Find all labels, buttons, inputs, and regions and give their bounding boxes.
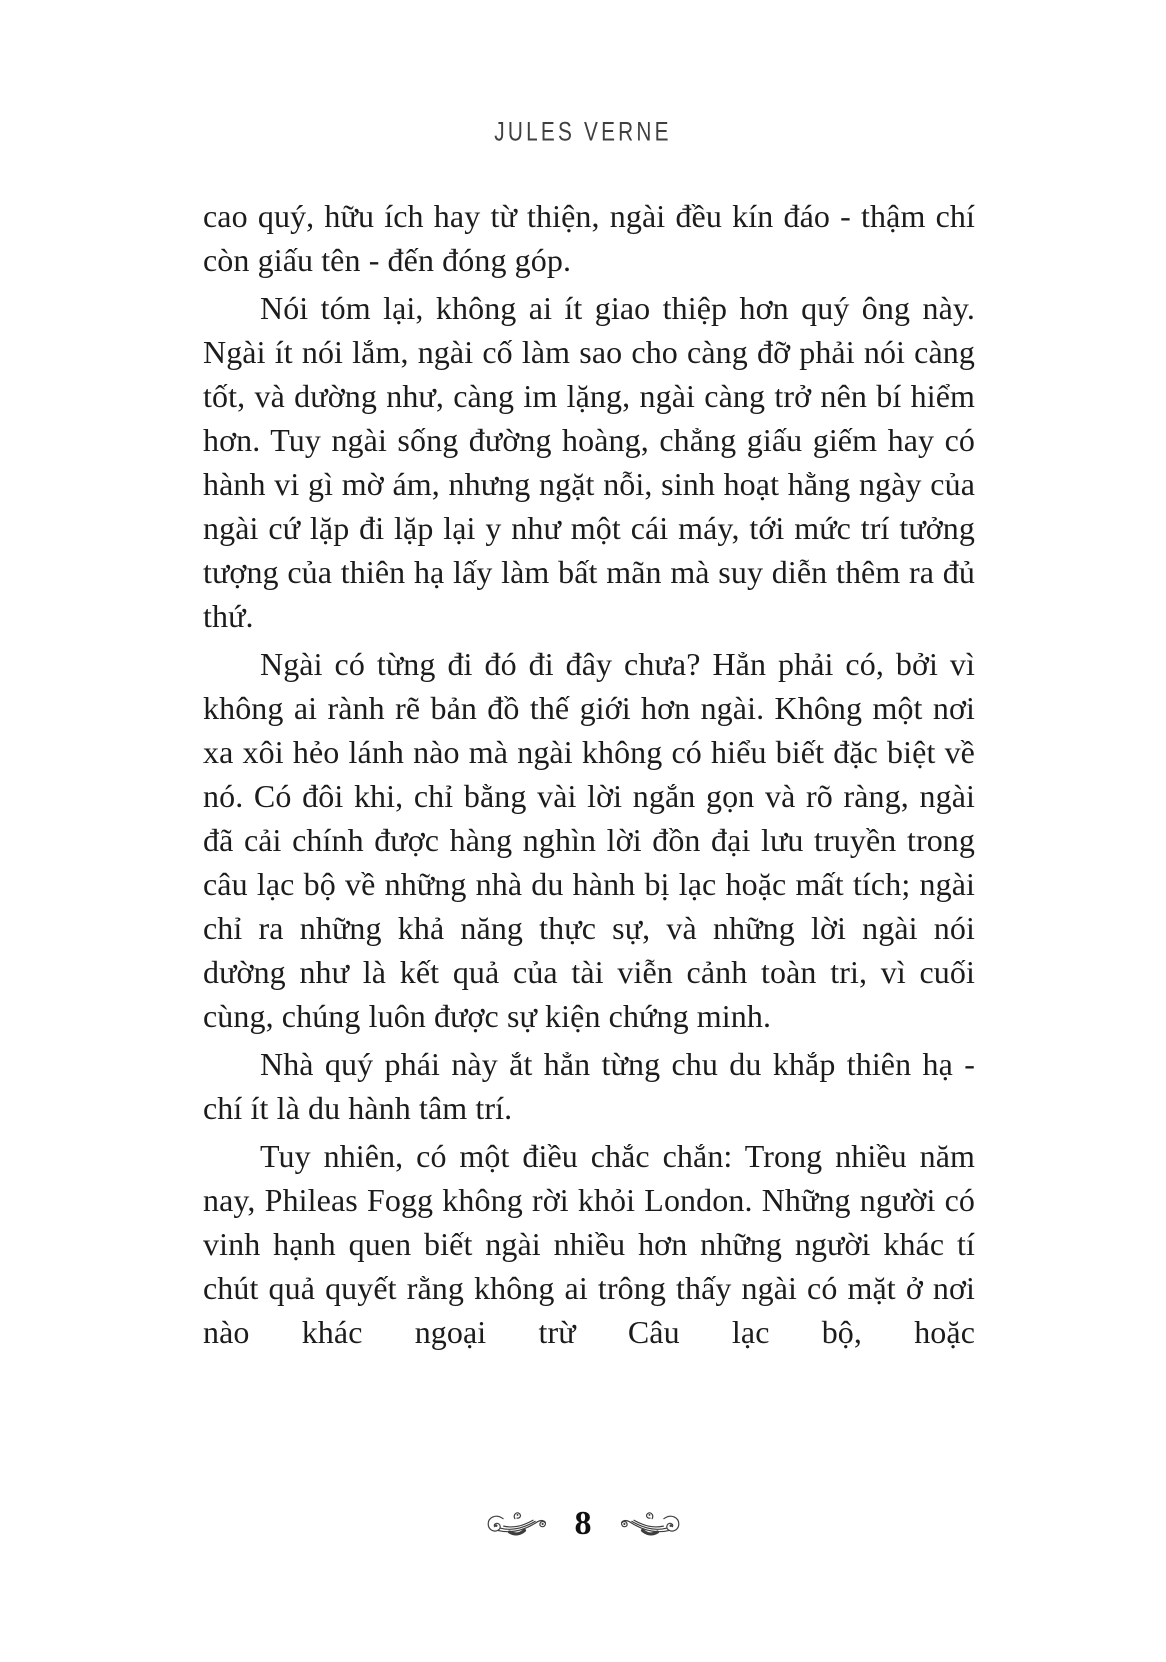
flourish-right-icon [618, 1510, 682, 1538]
paragraph: Nhà quý phái này ắt hẳn từng chu du khắp thiên hạ - chí ít là du hành tâm trí. [203, 1046, 975, 1126]
page-number: 8 [574, 1505, 592, 1542]
page-footer [0, 1506, 1166, 1542]
paragraph: Nói tóm lại, không ai ít giao thiệp hơn quý ông này. Ngài ít nói lắm, ngài cố làm sao cho càng đỡ phải nói càng tốt, và dường như, càng im lặng, ngài càng trở nên bí hiểm hơn. Tuy ngài sống đường hoàng, chẳng giấu giếm hay có hành vi gì mờ ám, nhưng ngặt nỗi, sinh hoạt hằng ngày của ngài cứ lặp đi lặp lại y như một cái máy, tới mức trí tưởng tượng của thiên hạ lấy làm bất mãn mà suy diễn thêm ra đủ thứ. [203, 290, 975, 634]
paragraph: Ngài có từng đi đó đi đây chưa? Hẳn phải có, bởi vì không ai rành rẽ bản đồ thế giới hơn ngài. Không một nơi xa xôi hẻo lánh nào mà ngài không có hiểu biết đặc biệt về nó. Có đôi khi, chỉ bằng vài lời ngắn gọn và rõ ràng, ngài đã cải chính được hàng nghìn lời đồn đại lưu truyền trong câu lạc bộ về những nhà du hành bị lạc hoặc mất tích; ngài chỉ ra những khả năng thực sự, và những lời ngài nói dường như là kết quả của tài viễn cảnh toàn tri, vì cuối cùng, chúng luôn được sự kiện chứng minh. [203, 646, 975, 1034]
running-header-author: JULES VERNE [494, 115, 672, 147]
paragraph: Tuy nhiên, có một điều chắc chắn: Trong nhiều năm nay, Phileas Fogg không rời khỏi London. Những người có vinh hạnh quen biết ngài nhiều hơn những người khác tí chút quả quyết rằng không ai trông thấy ngài có mặt ở nơi nào khác ngoại trừ Câu lạc bộ, hoặc [203, 1138, 975, 1350]
paragraph: cao quý, hữu ích hay từ thiện, ngài đều kín đáo - thậm chí còn giấu tên - đến đóng góp. [203, 198, 975, 278]
flourish-left-icon [485, 1510, 549, 1538]
page-text-block [203, 194, 975, 1358]
